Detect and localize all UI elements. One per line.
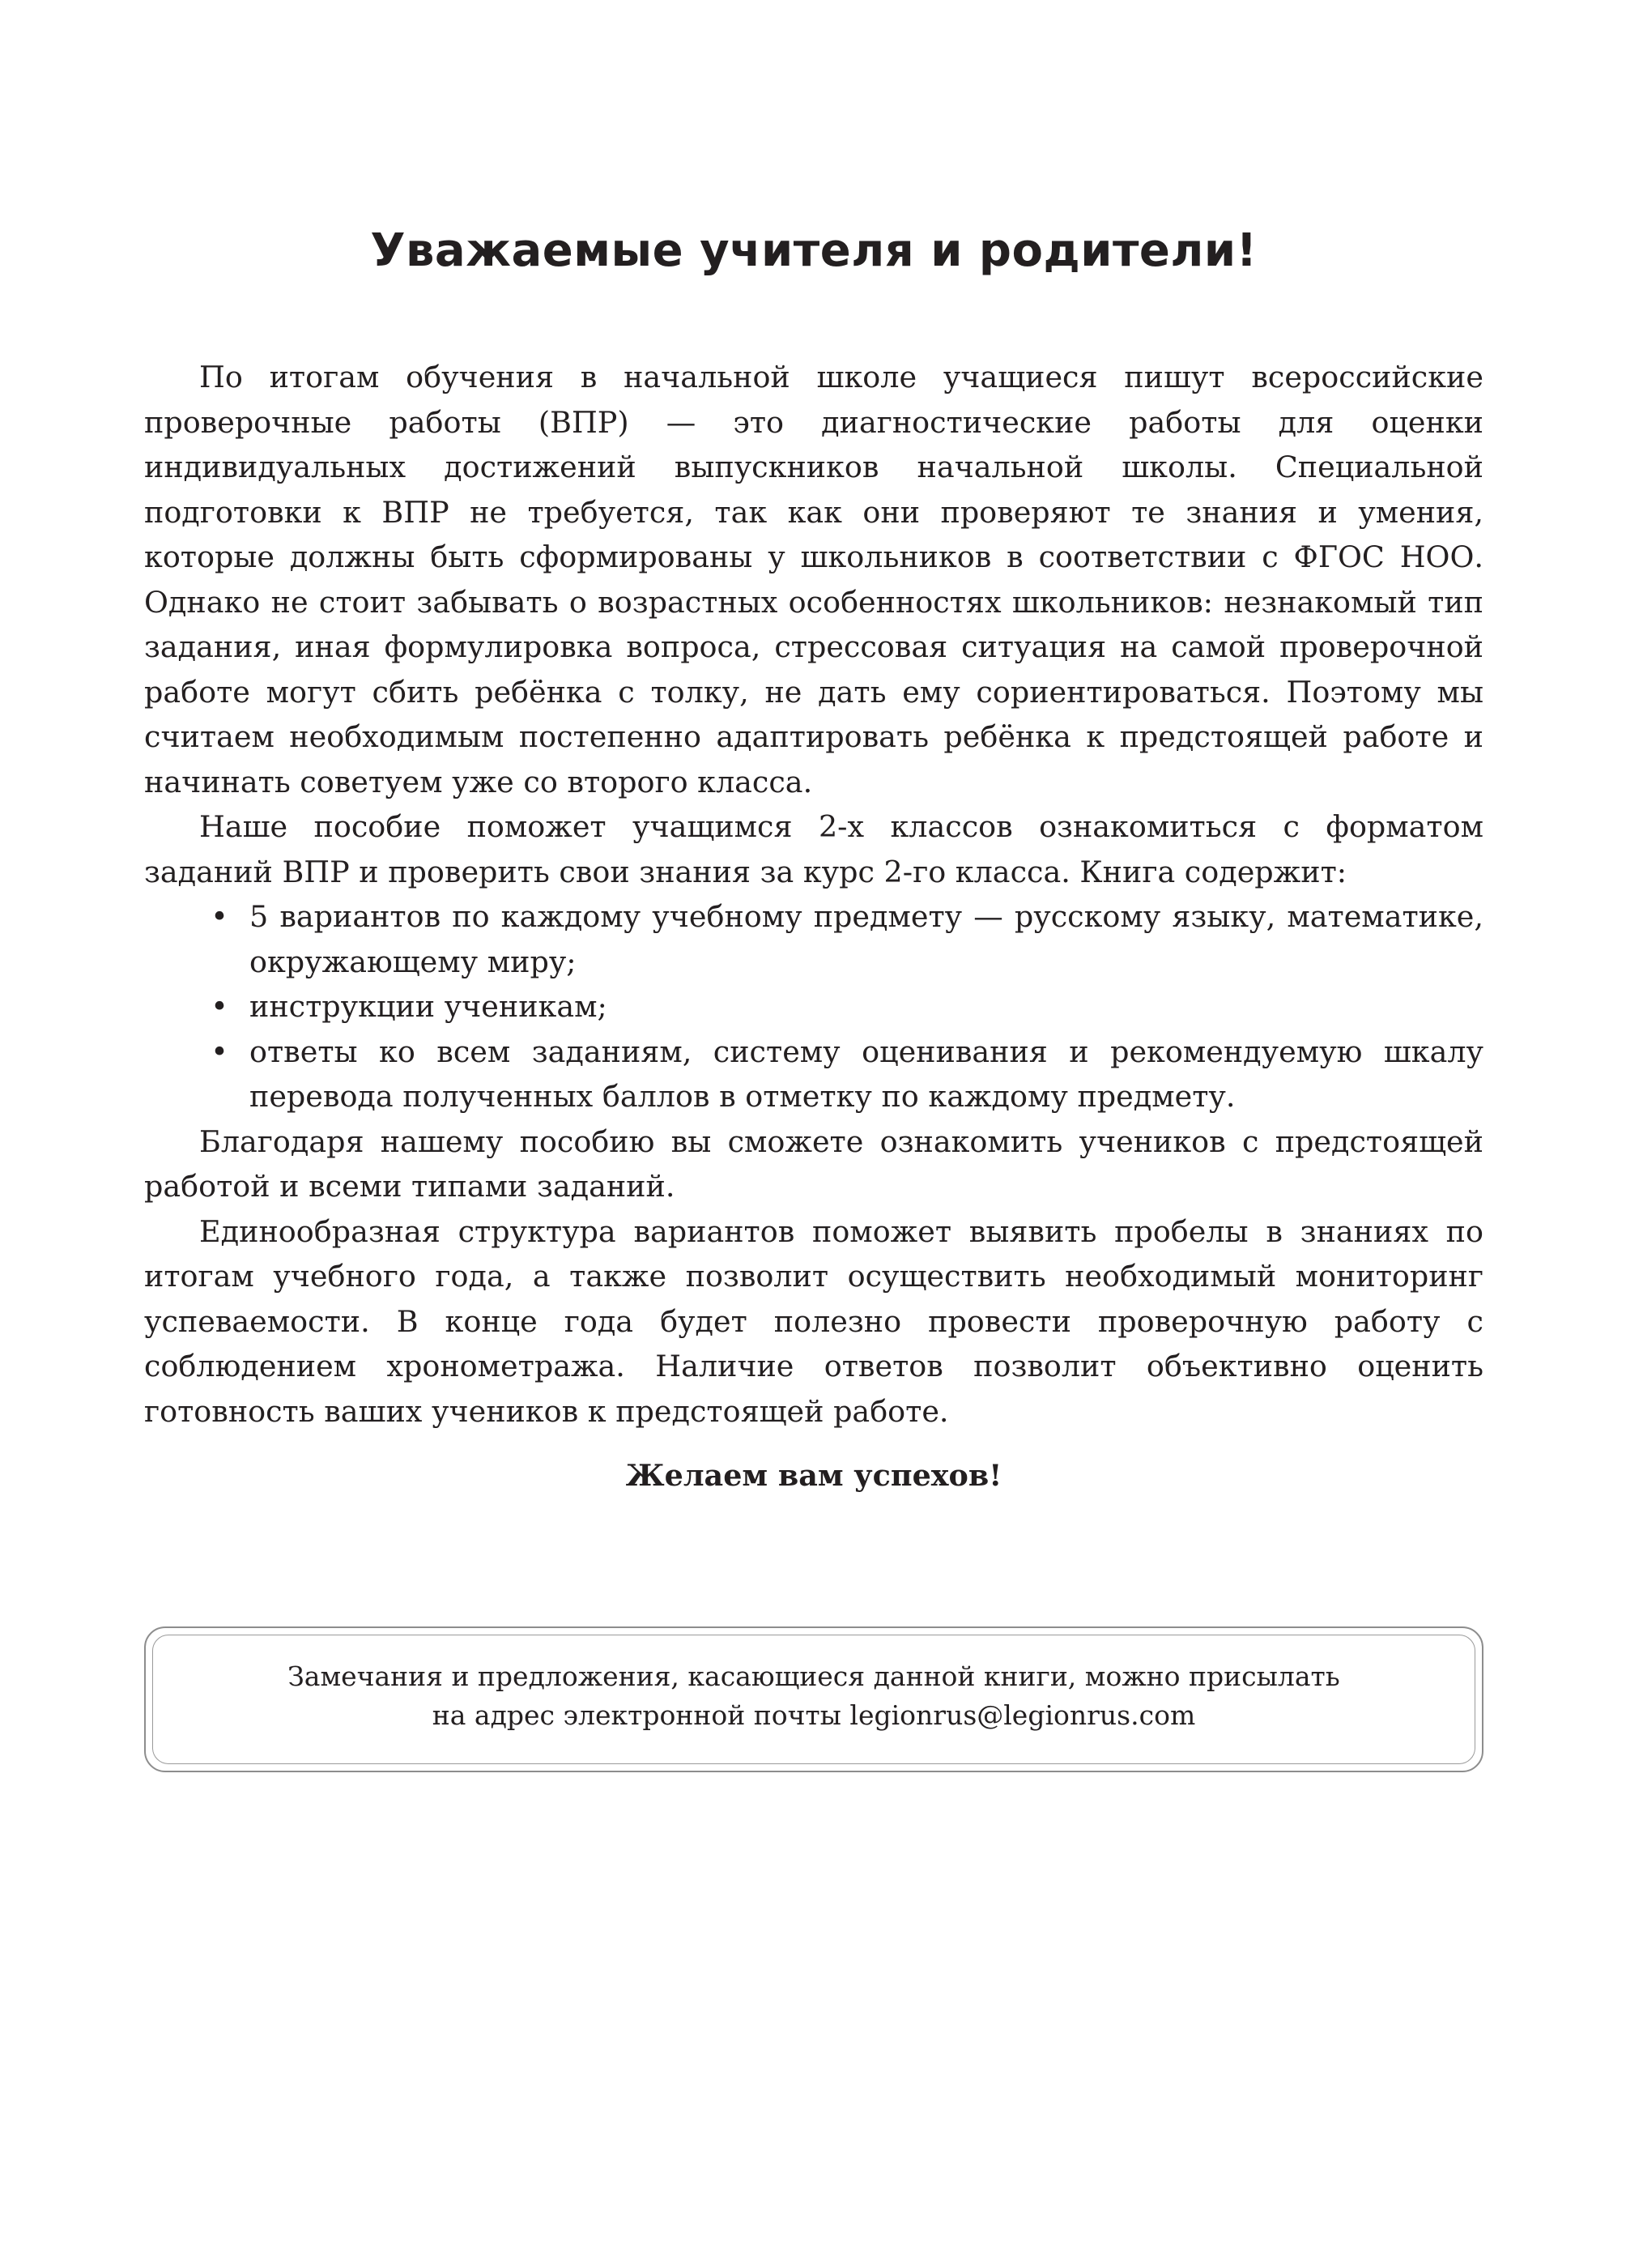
feedback-notice-box: [144, 1626, 1483, 1772]
list-item-text: инструкции ученикам;: [249, 989, 607, 1024]
page-content: [144, 219, 1483, 1498]
paragraph-book-contents: Наше пособие поможет учащимся 2-х классов ознакомиться с форматом заданий ВПР и проверить свои знания за курс 2-го класса. Книга содержит:: [144, 809, 1483, 889]
intro-text: [144, 355, 1483, 1434]
page-title: Уважаемые учителя и родители!: [370, 224, 1258, 277]
paragraph-benefit: Благодаря нашему пособию вы сможете ознакомить учеников с предстоящей работой и всеми типами заданий.: [144, 1123, 1483, 1204]
bullet-icon: •: [211, 989, 228, 1024]
notice-text: [162, 1657, 1466, 1735]
list-item: [144, 984, 1483, 1030]
notice-line-2: на адрес электронной почты legionrus@legionrus.com: [432, 1699, 1196, 1731]
list-item: [144, 1030, 1483, 1119]
bullet-icon: •: [211, 899, 228, 934]
list-item-text: 5 вариантов по каждому учебному предмету — русскому языку, математике, окружающему миру;: [249, 899, 1483, 979]
paragraph-intro: По итогам обучения в начальной школе учащиеся пишут всероссийские проверочные работы (ВПР) — это диагностические работы для оценки индивидуальных достижений выпускников начальной школы. Специальной подготовки к ВПР не требуется, так как они проверяют те знания и умения, которые должны быть сформированы у школьников в соответствии с ФГОС НОО. Однако не стоит забывать о возрастных особенностях школьников: незнакомый тип задания, иная формулировка вопроса, стрессовая ситуация на самой проверочной работе могут сбить ребёнка с толку, не дать ему сориентироваться. Поэтому мы считаем необходимым постепенно адаптировать ребёнка к предстоящей работе и начинать советуем уже со второго класса.: [144, 360, 1483, 799]
notice-line-1: Замечания и предложения, касающиеся данной книги, можно присылать: [287, 1660, 1340, 1692]
contents-list: [144, 894, 1483, 1119]
closing-wish: Желаем вам успехов!: [625, 1458, 1002, 1493]
list-item-text: ответы ко всем заданиям, систему оценивания и рекомендуемую шкалу перевода полученных баллов в отметку по каждому предмету.: [249, 1034, 1483, 1114]
paragraph-structure: Единообразная структура вариантов поможет выявить пробелы в знаниях по итогам учебного года, а также позволит осуществить необходимый мониторинг успеваемости. В конце года будет полезно провести проверочную работу с соблюдением хронометража. Наличие ответов позволит объективно оценить готовность ваших учеников к предстоящей работе.: [144, 1213, 1483, 1429]
bullet-icon: •: [211, 1034, 228, 1069]
list-item: [144, 894, 1483, 984]
